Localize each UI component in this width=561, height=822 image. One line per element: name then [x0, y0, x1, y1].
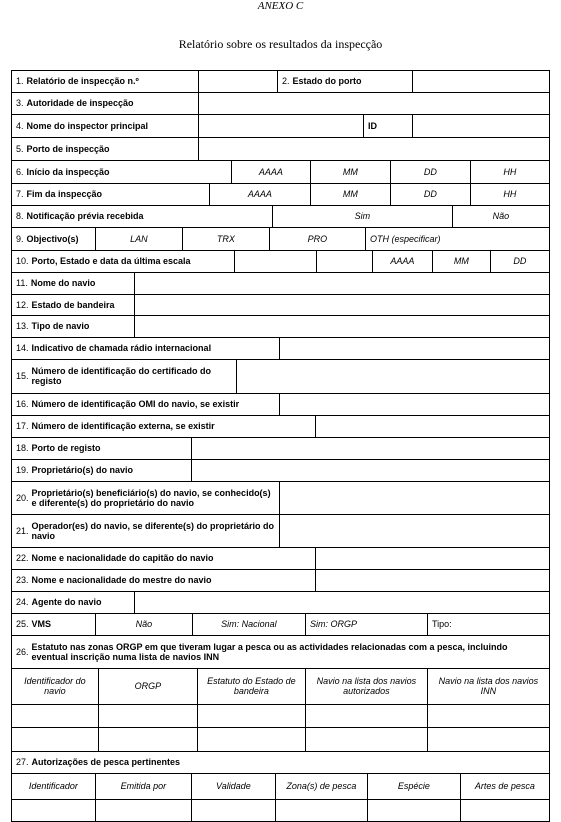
field-9-oth[interactable]: OTH (especificar) — [365, 227, 550, 251]
field-label-text: Número de identificação OMI do navio, se existir — [31, 399, 240, 410]
field-number: 4. — [16, 120, 24, 131]
field-label-text: Agente do navio — [31, 597, 102, 608]
field-25-orgp[interactable]: Sim: ORGP — [305, 613, 428, 636]
field-23-label — [11, 569, 316, 592]
auth-row-1-cell-4[interactable] — [275, 799, 368, 822]
field-number: 17. — [16, 421, 29, 432]
field-4-id-label: ID — [363, 114, 413, 138]
field-number: 27. — [16, 757, 29, 768]
field-11-label — [11, 272, 135, 295]
field-15-label — [11, 359, 237, 394]
field-6-month[interactable]: MM — [310, 160, 391, 184]
field-6-hour[interactable]: HH — [470, 160, 550, 184]
field-10-day[interactable]: DD — [490, 250, 550, 273]
field-label-text: Porto, Estado e data da última escala — [31, 256, 191, 267]
field-6-year[interactable]: AAAA — [231, 160, 311, 184]
field-8-no[interactable]: Não — [452, 205, 550, 228]
field-number: 16. — [16, 399, 29, 410]
auth-header-zones: Zona(s) de pesca — [275, 773, 368, 800]
field-13-input[interactable] — [134, 315, 550, 338]
field-4-label — [11, 114, 199, 138]
field-9-trx[interactable]: TRX — [182, 227, 270, 251]
auth-row-1-cell-6[interactable] — [460, 799, 550, 822]
field-label-text: Estado de bandeira — [31, 299, 115, 310]
annex-label: ANEXO C — [257, 0, 304, 12]
field-5-input[interactable] — [198, 137, 550, 161]
field-label-text: Autorizações de pesca pertinentes — [31, 757, 181, 768]
field-16-label — [11, 393, 280, 416]
field-number: 7. — [16, 189, 24, 200]
field-label-text: Autoridade de inspecção — [26, 98, 134, 109]
field-7-year[interactable]: AAAA — [209, 183, 311, 206]
field-number: 1. — [16, 76, 24, 87]
field-2-input[interactable] — [412, 70, 550, 93]
field-7-day[interactable]: DD — [390, 183, 471, 206]
field-number: 8. — [16, 211, 24, 222]
field-27-label — [11, 751, 550, 774]
field-14-input[interactable] — [279, 337, 550, 360]
auth-row-1-cell-3[interactable] — [191, 799, 276, 822]
field-16-input[interactable] — [279, 393, 550, 416]
field-25-label — [11, 613, 96, 636]
auth-header-issued: Emitida por — [95, 773, 192, 800]
field-label-text: Operador(es) do navio, se diferente(s) do proprietário do navio — [31, 520, 275, 541]
field-number: 24. — [16, 597, 29, 608]
field-label-text: Proprietário(s) do navio — [31, 465, 134, 476]
field-label-text: Relatório de inspecção n.º — [26, 76, 139, 87]
field-label-text: Objectivo(s) — [26, 233, 79, 244]
auth-header-gear: Artes de pesca — [460, 773, 550, 800]
rfmo-row-2-cell-5[interactable] — [427, 727, 550, 752]
inspection-report-form — [11, 70, 549, 810]
field-9-label — [11, 227, 96, 251]
rfmo-row-1-cell-1[interactable] — [11, 704, 99, 728]
field-number: 5. — [16, 143, 24, 154]
field-label-text: Número de identificação externa, se existir — [31, 421, 215, 432]
field-10-month[interactable]: MM — [432, 250, 491, 273]
field-8-yes[interactable]: Sim — [272, 205, 453, 228]
field-label-text: Estado do porto — [292, 76, 362, 87]
field-number: 9. — [16, 233, 24, 244]
field-20-label — [11, 481, 280, 515]
field-label-text: Nome e nacionalidade do capitão do navio — [31, 553, 214, 564]
field-19-label — [11, 459, 192, 482]
rfmo-row-2-cell-3[interactable] — [197, 727, 306, 752]
field-11-input[interactable] — [134, 272, 550, 295]
field-label-text: Notificação prévia recebida — [26, 211, 144, 222]
rfmo-row-2-cell-2[interactable] — [98, 727, 198, 752]
field-number: 14. — [16, 343, 29, 354]
field-9-lan[interactable]: LAN — [95, 227, 183, 251]
field-9-pro[interactable]: PRO — [269, 227, 366, 251]
field-number: 13. — [16, 321, 29, 332]
auth-row-1-cell-1[interactable] — [11, 799, 96, 822]
field-7-label — [11, 183, 210, 206]
field-14-label — [11, 337, 280, 360]
field-22-input[interactable] — [315, 547, 550, 570]
field-13-label — [11, 315, 135, 338]
rfmo-header-orgp: ORGP — [98, 668, 198, 705]
field-10-port[interactable] — [234, 250, 317, 273]
field-label-text: Número de identificação do certificado do registo — [31, 366, 212, 387]
field-17-input[interactable] — [315, 415, 550, 438]
rfmo-row-2-cell-1[interactable] — [11, 727, 99, 752]
field-number: 12. — [16, 299, 29, 310]
field-label-text: Porto de registo — [31, 443, 101, 454]
field-number: 6. — [16, 166, 24, 177]
field-19-input[interactable] — [191, 459, 550, 482]
field-label-text: Nome e nacionalidade do mestre do navio — [31, 575, 212, 586]
field-number: 3. — [16, 98, 24, 109]
field-22-label — [11, 547, 316, 570]
document-title: Relatório sobre os resultados da inspecção — [178, 37, 383, 51]
field-10-state[interactable] — [316, 250, 373, 273]
auth-row-1-cell-2[interactable] — [95, 799, 192, 822]
field-8-label — [11, 205, 273, 228]
field-21-label — [11, 514, 280, 548]
field-6-day[interactable]: DD — [390, 160, 471, 184]
field-7-month[interactable]: MM — [310, 183, 391, 206]
auth-header-id: Identificador — [11, 773, 96, 800]
field-number: 21. — [16, 525, 29, 536]
field-6-label — [11, 160, 232, 184]
field-3-label — [11, 92, 199, 115]
field-label-text: Tipo de navio — [31, 321, 90, 332]
field-7-hour[interactable]: HH — [470, 183, 550, 206]
rfmo-row-1-cell-3[interactable] — [197, 704, 306, 728]
rfmo-header-flag-status: Estatuto do Estado de bandeira — [197, 668, 306, 705]
field-25-national[interactable]: Sim: Nacional — [192, 613, 306, 636]
rfmo-row-1-cell-4[interactable] — [305, 704, 428, 728]
field-2-label — [277, 70, 413, 93]
rfmo-row-1-cell-5[interactable] — [427, 704, 550, 728]
field-18-label — [11, 437, 192, 460]
field-label-text: VMS — [31, 619, 52, 630]
field-26-label — [11, 635, 550, 669]
field-4-input[interactable] — [198, 114, 364, 138]
auth-header-species: Espécie — [367, 773, 461, 800]
field-10-year[interactable]: AAAA — [372, 250, 433, 273]
field-18-input[interactable] — [191, 437, 550, 460]
field-5-label — [11, 137, 199, 161]
field-number: 25. — [16, 619, 29, 630]
field-label-text: Nome do navio — [30, 278, 96, 289]
field-label-text: Nome do inspector principal — [26, 120, 149, 131]
field-label-text: Estatuto nas zonas ORGP em que tiveram lugar a pesca ou as actividades relacionadas com a pesca, incluindo eventual inscrição numa lista de navios INN — [31, 641, 508, 662]
rfmo-header-authorized: Navio na lista dos navios autorizados — [305, 668, 428, 705]
field-number: 15. — [16, 371, 29, 382]
field-number: 22. — [16, 553, 29, 564]
field-1-label — [11, 70, 199, 93]
field-3-input[interactable] — [198, 92, 550, 115]
field-number: 11. — [16, 278, 28, 289]
rfmo-row-2-cell-4[interactable] — [305, 727, 428, 752]
field-number: 19. — [16, 465, 29, 476]
field-24-label — [11, 591, 135, 614]
field-label-text: Início da inspecção — [26, 166, 110, 177]
field-label-text: Porto de inspecção — [26, 143, 110, 154]
field-number: 20. — [16, 492, 29, 503]
field-25-type[interactable]: Tipo: — [427, 613, 550, 636]
auth-header-validity: Validade — [191, 773, 276, 800]
field-25-no[interactable]: Não — [95, 613, 193, 636]
field-number: 18. — [16, 443, 29, 454]
field-24-input[interactable] — [134, 591, 550, 614]
field-number: 10. — [16, 256, 29, 267]
field-21-input[interactable] — [279, 514, 550, 548]
rfmo-row-1-cell-2[interactable] — [98, 704, 198, 728]
field-label-text: Fim da inspecção — [26, 189, 103, 200]
field-20-input[interactable] — [279, 481, 550, 515]
rfmo-header-id: Identificador do navio — [11, 668, 99, 705]
field-10-label — [11, 250, 235, 273]
field-number: 26. — [16, 646, 29, 657]
field-12-input[interactable] — [134, 294, 550, 316]
field-12-label — [11, 294, 135, 316]
field-15-input[interactable] — [236, 359, 550, 394]
field-4-id-input[interactable] — [412, 114, 550, 138]
field-label-text: Indicativo de chamada rádio internacional — [31, 343, 212, 354]
field-label-text: Proprietário(s) beneficiário(s) do navio, se conhecido(s) e diferente(s) do proprietário do navio — [31, 487, 271, 508]
field-23-input[interactable] — [315, 569, 550, 592]
field-number: 23. — [16, 575, 29, 586]
field-1-input[interactable] — [198, 70, 278, 93]
field-17-label — [11, 415, 316, 438]
rfmo-header-inn: Navio na lista dos navios INN — [427, 668, 550, 705]
field-number: 2. — [282, 76, 290, 87]
auth-row-1-cell-5[interactable] — [367, 799, 461, 822]
